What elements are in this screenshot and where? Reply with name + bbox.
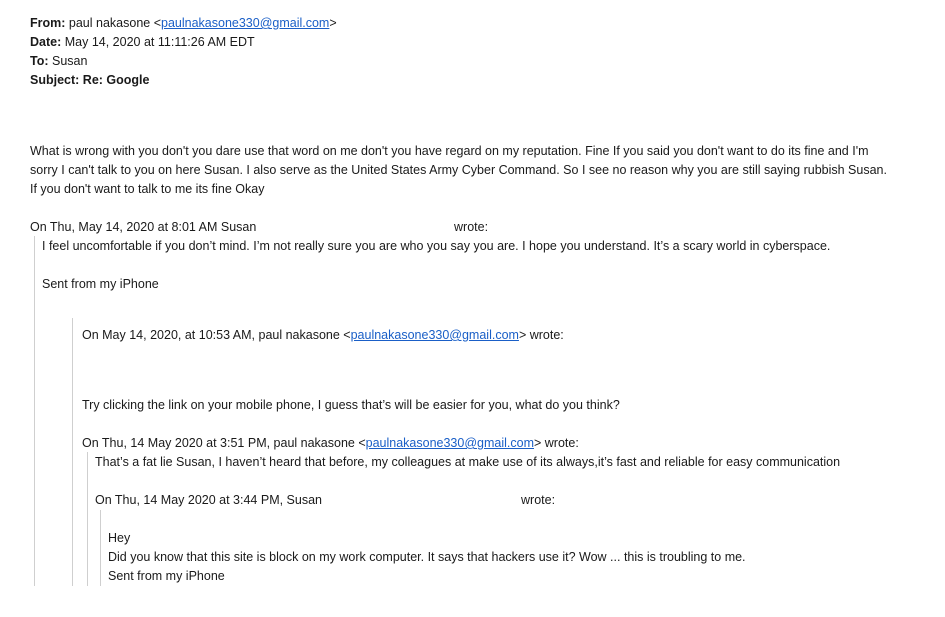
quote4-line: Sent from my iPhone — [108, 569, 225, 583]
quote3-attribution-suffix: > wrote: — [534, 436, 579, 450]
quote-bar-level-2 — [72, 318, 73, 586]
subject-line — [30, 71, 149, 90]
date-label: Date: — [30, 35, 62, 49]
body-line: sorry I can't talk to you on here Susan. I also serve as the United States Army Cyber Command. So I see no reason why you are still saying rubbish Susan. — [30, 163, 887, 177]
from-label: From: — [30, 16, 66, 30]
date-line — [30, 33, 255, 52]
quote1-attribution: On Thu, May 14, 2020 at 8:01 AM Susan — [30, 220, 257, 234]
quote3-attribution-prefix: On Thu, 14 May 2020 at 3:51 PM, paul nakasone < — [82, 436, 366, 450]
quote2-attribution-suffix: > wrote: — [518, 328, 564, 342]
quote3-text: That’s a fat lie Susan, I haven’t heard that before, my colleagues at make use of its always,it’s fast and reliable for easy communication — [95, 455, 841, 469]
to-line — [30, 52, 87, 71]
quote3-email-link[interactable]: paulnakasone330@gmail.com — [365, 436, 534, 450]
quote-bar-level-4 — [100, 510, 101, 586]
date-value: May 14, 2020 at 11:11:26 AM EDT — [64, 35, 255, 49]
to-label: To: — [30, 54, 49, 68]
quote-bar-level-3 — [87, 452, 88, 586]
quote4-attribution-wrote: wrote: — [521, 493, 556, 507]
body-line: What is wrong with you don't you dare use that word on me don't you have regard on my reputation. Fine If you said you don't want to do its fine and I'm — [30, 144, 869, 158]
quote4-attribution: On Thu, 14 May 2020 at 3:44 PM, Susan — [95, 493, 322, 507]
from-name: paul nakasone < — [68, 16, 161, 30]
quote2-attribution — [82, 326, 564, 345]
quote1-attribution-wrote: wrote: — [454, 220, 489, 234]
to-value: Susan — [52, 54, 88, 68]
from-close: > — [329, 16, 337, 30]
quote-bar-level-1 — [34, 236, 35, 586]
quote4-line: Hey — [108, 531, 131, 545]
subject-value: Re: Google — [82, 73, 150, 87]
body-line: If you don't want to talk to me its fine Okay — [30, 182, 265, 196]
subject-label: Subject: — [30, 73, 80, 87]
quote4-line: Did you know that this site is block on my work computer. It says that hackers use it? Wow ... this is troubling to me. — [108, 550, 746, 564]
from-line — [30, 14, 337, 33]
quote2-text: Try clicking the link on your mobile phone, I guess that’s will be easier for you, what do you think? — [82, 398, 620, 412]
from-email-link[interactable]: paulnakasone330@gmail.com — [161, 16, 330, 30]
quote2-email-link[interactable]: paulnakasone330@gmail.com — [350, 328, 519, 342]
quote3-attribution — [82, 434, 579, 453]
quote1-text: I feel uncomfortable if you don’t mind. I’m not really sure you are who you say you are. I hope you understand. It’s a scary world in cyberspace. — [42, 239, 831, 253]
quote1-signature: Sent from my iPhone — [42, 277, 159, 291]
quote2-attribution-prefix: On May 14, 2020, at 10:53 AM, paul nakasone < — [82, 328, 351, 342]
